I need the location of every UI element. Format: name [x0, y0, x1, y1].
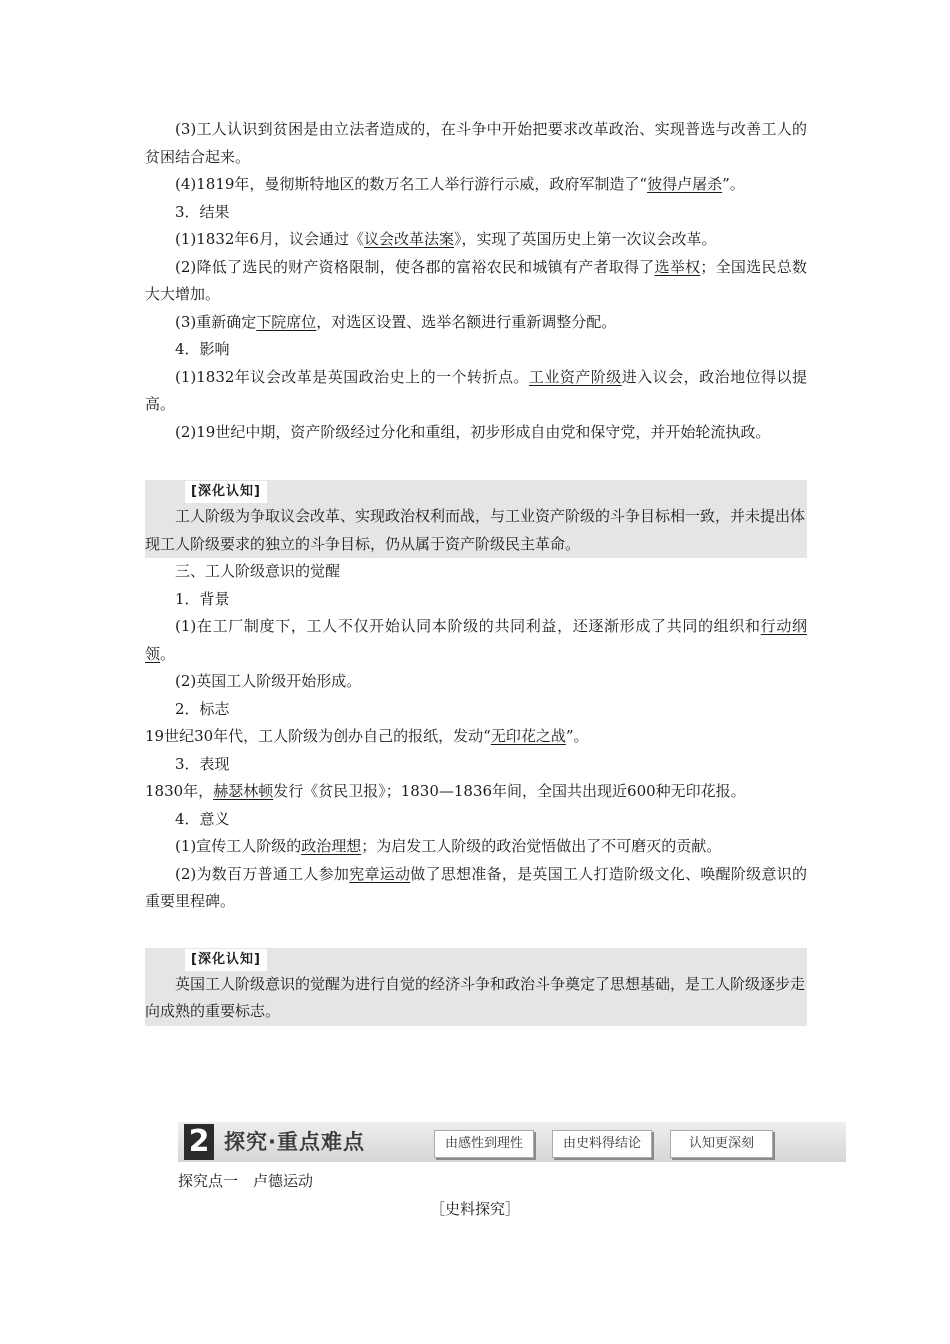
- text: ”。: [565, 727, 589, 745]
- subheading: 4．意义: [175, 809, 230, 828]
- text: (1)宣传工人阶级的: [175, 837, 302, 855]
- keyword-underlined: 赫瑟林顿: [213, 782, 274, 800]
- tag-deeper-cognition: 认知更深刻: [670, 1130, 773, 1158]
- banner-title: 探究·重点难点: [224, 1130, 365, 1154]
- text: 进入议会，政治地位得以提高。: [145, 367, 807, 413]
- keyword-underlined: 行动纲领: [145, 617, 807, 663]
- text: (4)1819年，曼彻斯特地区的数万名工人举行游行示威，政府军制造了“: [175, 175, 648, 193]
- section-title: 三、工人阶级意识的觉醒: [175, 562, 341, 580]
- paragraph: [145, 226, 807, 254]
- tag-perceptual-to-rational: 由感性到理性: [434, 1130, 534, 1158]
- paragraph: [145, 171, 807, 199]
- paragraph: (3)工人认识到贫困是由立法者造成的，在斗争中开始把要求改革政治、实现普选与改善工人的贫困结合起来。: [145, 120, 807, 166]
- text: 》，实现了英国历史上第一次议会改革。: [453, 230, 717, 248]
- text: ；为启发工人阶级的政治觉悟做出了不可磨灭的贡献。: [361, 837, 722, 855]
- paragraph: [145, 723, 807, 751]
- section-banner: [178, 1122, 846, 1162]
- box-tag: [深化认知]: [185, 949, 267, 971]
- keyword-underlined: 宪章运动: [349, 864, 411, 883]
- document-body: [145, 116, 807, 1026]
- keyword-underlined: 无印花之战: [490, 727, 566, 745]
- text: 发行《贫民卫报》；1830—1836年间，全国共出现近600种无印花报。: [273, 782, 746, 800]
- section-number: 2: [184, 1124, 214, 1160]
- text: ”。: [722, 175, 745, 193]
- subheading: 4．影响: [175, 340, 230, 358]
- paragraph: [145, 613, 807, 668]
- subheading: 1．背景: [175, 589, 230, 608]
- text: (1)1832年议会改革是英国政治史上的一个转折点。: [175, 367, 529, 386]
- paragraph: [145, 833, 807, 861]
- text: (2)为数百万普通工人参加: [175, 864, 350, 883]
- text: 做了思想准备，是英国工人打造阶级文化、唤醒阶级意识的重要里程碑。: [145, 864, 807, 910]
- paragraph: [145, 364, 807, 419]
- keyword-underlined: 议会改革法案: [363, 230, 454, 248]
- keyword-underlined: 下院席位: [256, 312, 317, 331]
- text: ，对选区设置、选举名额进行重新调整分配。: [316, 312, 617, 331]
- text: (1)1832年6月，议会通过《: [175, 230, 364, 248]
- paragraph: [145, 309, 807, 337]
- keyword-underlined: 政治理想: [301, 837, 362, 855]
- keyword-underlined: 选举权: [654, 257, 701, 276]
- text: 1830年，: [145, 782, 214, 800]
- text: 19世纪30年代，工人阶级为创办自己的报纸，发动“: [145, 727, 491, 745]
- text: ；全国选民总数大大增加。: [145, 257, 807, 303]
- explore-point-title: 探究点一 卢德运动: [178, 1172, 314, 1190]
- keyword-underlined: 工业资产阶级: [528, 367, 622, 386]
- text: (2)降低了选民的财产资格限制，使各郡的富裕农民和城镇有产者取得了: [175, 257, 655, 276]
- paragraph: [145, 861, 807, 916]
- text: (1)在工厂制度下，工人不仅开始认同本阶级的共同利益，还逐渐形成了共同的组织和: [175, 617, 761, 635]
- text: 。: [160, 644, 176, 663]
- subheading: 3．结果: [175, 202, 230, 221]
- paragraph: [145, 254, 807, 309]
- paragraph: (2)英国工人阶级开始形成。: [175, 672, 362, 690]
- box-tag: [深化认知]: [185, 481, 267, 503]
- source-explore-heading: ［史料探究］: [429, 1200, 520, 1218]
- deepen-box: [145, 480, 807, 558]
- subheading: 3．表现: [175, 754, 230, 773]
- box-text: 英国工人阶级意识的觉醒为进行自觉的经济斗争和政治斗争奠定了思想基础，是工人阶级逐步走向成熟的重要标志。: [145, 974, 806, 1020]
- box-text: 工人阶级为争取议会改革、实现政治权利而战，与工业资产阶级的斗争目标相一致，并未提出体现工人阶级要求的独立的斗争目标，仍从属于资产阶级民主革命。: [145, 507, 806, 553]
- subheading: 2．标志: [175, 699, 230, 718]
- text: (3)重新确定: [175, 312, 257, 331]
- paragraph: (2)19世纪中期，资产阶级经过分化和重组，初步形成自由党和保守党，并开始轮流执政。: [175, 422, 771, 441]
- tag-source-to-conclusion: 由史料得结论: [552, 1130, 652, 1158]
- keyword-underlined: 彼得卢屠杀: [647, 175, 723, 193]
- deepen-box: [145, 948, 807, 1026]
- paragraph: [145, 778, 807, 806]
